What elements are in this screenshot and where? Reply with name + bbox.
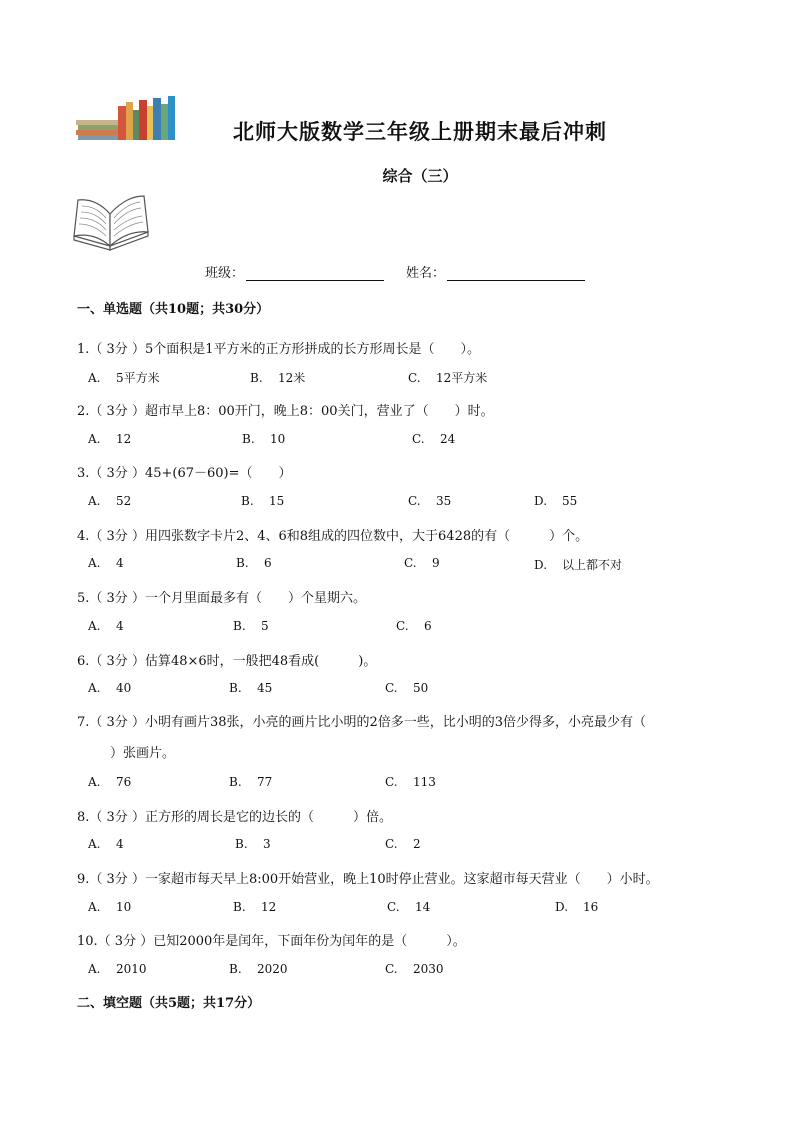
option-label: C. xyxy=(404,556,417,570)
option-value: 24 xyxy=(440,432,456,446)
option-label: C. xyxy=(412,432,425,446)
open-book-icon xyxy=(70,192,152,254)
option-label: B. xyxy=(229,775,242,789)
option-label: B. xyxy=(242,432,255,446)
option-label: C. xyxy=(385,775,398,789)
option[interactable] xyxy=(229,775,272,789)
option-label: D. xyxy=(534,494,548,508)
option-value: 14 xyxy=(415,900,431,914)
question-6: 6.（ 3分 ）估算48×6时，一般把48看成( )。 xyxy=(77,654,377,669)
page-title: 北师大版数学三年级上册期末最后冲刺 xyxy=(233,119,607,144)
option-value: 6 xyxy=(424,619,432,633)
option-label: D. xyxy=(555,900,569,914)
option-value: 2030 xyxy=(413,962,444,976)
option[interactable] xyxy=(88,432,131,446)
option-value: 2 xyxy=(413,837,421,851)
option-label: D. xyxy=(534,558,548,572)
option-value: 10 xyxy=(270,432,286,446)
question-7-continued: ）张画片。 xyxy=(110,746,176,761)
option-label: B. xyxy=(241,494,254,508)
class-label: 班级： xyxy=(205,266,245,281)
option[interactable] xyxy=(242,432,285,446)
option-value: 55 xyxy=(562,494,578,508)
option[interactable] xyxy=(385,775,436,789)
option-value: 4 xyxy=(116,619,124,633)
option[interactable] xyxy=(534,494,577,508)
option[interactable] xyxy=(88,962,147,976)
option[interactable] xyxy=(88,681,131,695)
option-label: A. xyxy=(88,494,101,508)
section-title: 一、单选题（共10题；共30分） xyxy=(77,302,270,317)
option[interactable] xyxy=(396,619,432,633)
option[interactable] xyxy=(229,962,288,976)
option-label: B. xyxy=(229,962,242,976)
option-value: 9 xyxy=(432,556,440,570)
option-label: C. xyxy=(385,681,398,695)
option[interactable] xyxy=(408,369,487,386)
option-label: B. xyxy=(235,837,248,851)
question-7: 7.（ 3分 ）小明有画片38张，小亮的画片比小明的2倍多一些，比小明的3倍少得多，小亮最少有（ xyxy=(77,715,647,730)
option-value: 4 xyxy=(116,837,124,851)
option[interactable] xyxy=(88,900,131,914)
option-value: 以上都不对 xyxy=(562,558,623,572)
option-label: B. xyxy=(229,681,242,695)
option-value: 15 xyxy=(269,494,285,508)
option-label: A. xyxy=(88,775,101,789)
option-label: A. xyxy=(88,962,101,976)
option[interactable] xyxy=(88,775,131,789)
question-1: 1.（ 3分 ）5个面积是1平方米的正方形拼成的长方形周长是（ ）。 xyxy=(77,342,480,357)
option-value: 12米 xyxy=(278,371,306,385)
option-value: 50 xyxy=(413,681,429,695)
option-value: 12平方米 xyxy=(436,371,488,385)
option[interactable] xyxy=(229,681,272,695)
option-label: C. xyxy=(396,619,409,633)
question-10: 10.（ 3分 ）已知2000年是闰年，下面年份为闰年的是（ ）。 xyxy=(77,934,466,949)
option[interactable] xyxy=(385,837,421,851)
question-9: 9.（ 3分 ）一家超市每天早上8:00开始营业，晚上10时停止营业。这家超市每天营业（ ）小时。 xyxy=(77,872,659,887)
option[interactable] xyxy=(88,837,124,851)
option[interactable] xyxy=(236,556,272,570)
option[interactable] xyxy=(233,619,269,633)
section-title: 二、填空题（共5题；共17分） xyxy=(77,996,261,1011)
option-value: 5 xyxy=(261,619,269,633)
option-label: B. xyxy=(233,619,246,633)
option[interactable] xyxy=(88,494,131,508)
option-label: B. xyxy=(250,371,263,385)
option[interactable] xyxy=(404,556,440,570)
question-8: 8.（ 3分 ）正方形的周长是它的边长的（ ）倍。 xyxy=(77,810,392,825)
option-value: 10 xyxy=(116,900,132,914)
option-value: 3 xyxy=(263,837,271,851)
option-label: C. xyxy=(385,837,398,851)
name-label: 姓名： xyxy=(406,266,446,281)
option-value: 6 xyxy=(264,556,272,570)
option[interactable] xyxy=(385,681,428,695)
name-blank[interactable] xyxy=(447,266,585,281)
option-value: 52 xyxy=(116,494,132,508)
option-label: A. xyxy=(88,900,101,914)
page-subtitle: 综合（三） xyxy=(382,167,458,185)
option-label: B. xyxy=(233,900,246,914)
question-4: 4.（ 3分 ）用四张数字卡片2、4、6和8组成的四位数中，大于6428的有（ ）个。 xyxy=(77,529,589,544)
name-field[interactable] xyxy=(406,262,585,281)
option[interactable] xyxy=(555,900,598,914)
option[interactable] xyxy=(88,556,124,570)
option-label: A. xyxy=(88,371,101,385)
option[interactable] xyxy=(88,619,124,633)
option[interactable] xyxy=(88,369,160,386)
option-value: 45 xyxy=(257,681,273,695)
option-label: A. xyxy=(88,556,101,570)
question-2: 2.（ 3分 ）超市早上8：00开门，晚上8：00关门，营业了（ ）时。 xyxy=(77,404,494,419)
option-value: 4 xyxy=(116,556,124,570)
option-label: A. xyxy=(88,619,101,633)
option-label: C. xyxy=(385,962,398,976)
option[interactable] xyxy=(235,837,271,851)
question-5: 5.（ 3分 ）一个月里面最多有（ ）个星期六。 xyxy=(77,591,366,606)
class-blank[interactable] xyxy=(246,266,384,281)
option-label: B. xyxy=(236,556,249,570)
option-value: 76 xyxy=(116,775,132,789)
option[interactable] xyxy=(408,494,451,508)
option[interactable] xyxy=(241,494,284,508)
option-value: 12 xyxy=(116,432,132,446)
option-value: 113 xyxy=(413,775,436,789)
option-label: A. xyxy=(88,432,101,446)
option-value: 2020 xyxy=(257,962,288,976)
option[interactable] xyxy=(412,432,455,446)
question-3: 3.（ 3分 ）45+(67－60)=（ ） xyxy=(77,466,292,481)
option[interactable] xyxy=(387,900,430,914)
option-value: 5平方米 xyxy=(116,371,160,385)
option-value: 77 xyxy=(257,775,273,789)
option-value: 2010 xyxy=(116,962,147,976)
option[interactable] xyxy=(250,369,305,386)
option-label: C. xyxy=(408,371,421,385)
option-label: C. xyxy=(408,494,421,508)
option-label: A. xyxy=(88,837,101,851)
option-value: 16 xyxy=(583,900,599,914)
option-label: A. xyxy=(88,681,101,695)
option[interactable] xyxy=(233,900,276,914)
option-label: C. xyxy=(387,900,400,914)
class-field[interactable] xyxy=(205,262,384,281)
option[interactable] xyxy=(534,556,622,573)
option[interactable] xyxy=(385,962,444,976)
option-value: 12 xyxy=(261,900,277,914)
option-value: 35 xyxy=(436,494,452,508)
option-value: 40 xyxy=(116,681,132,695)
